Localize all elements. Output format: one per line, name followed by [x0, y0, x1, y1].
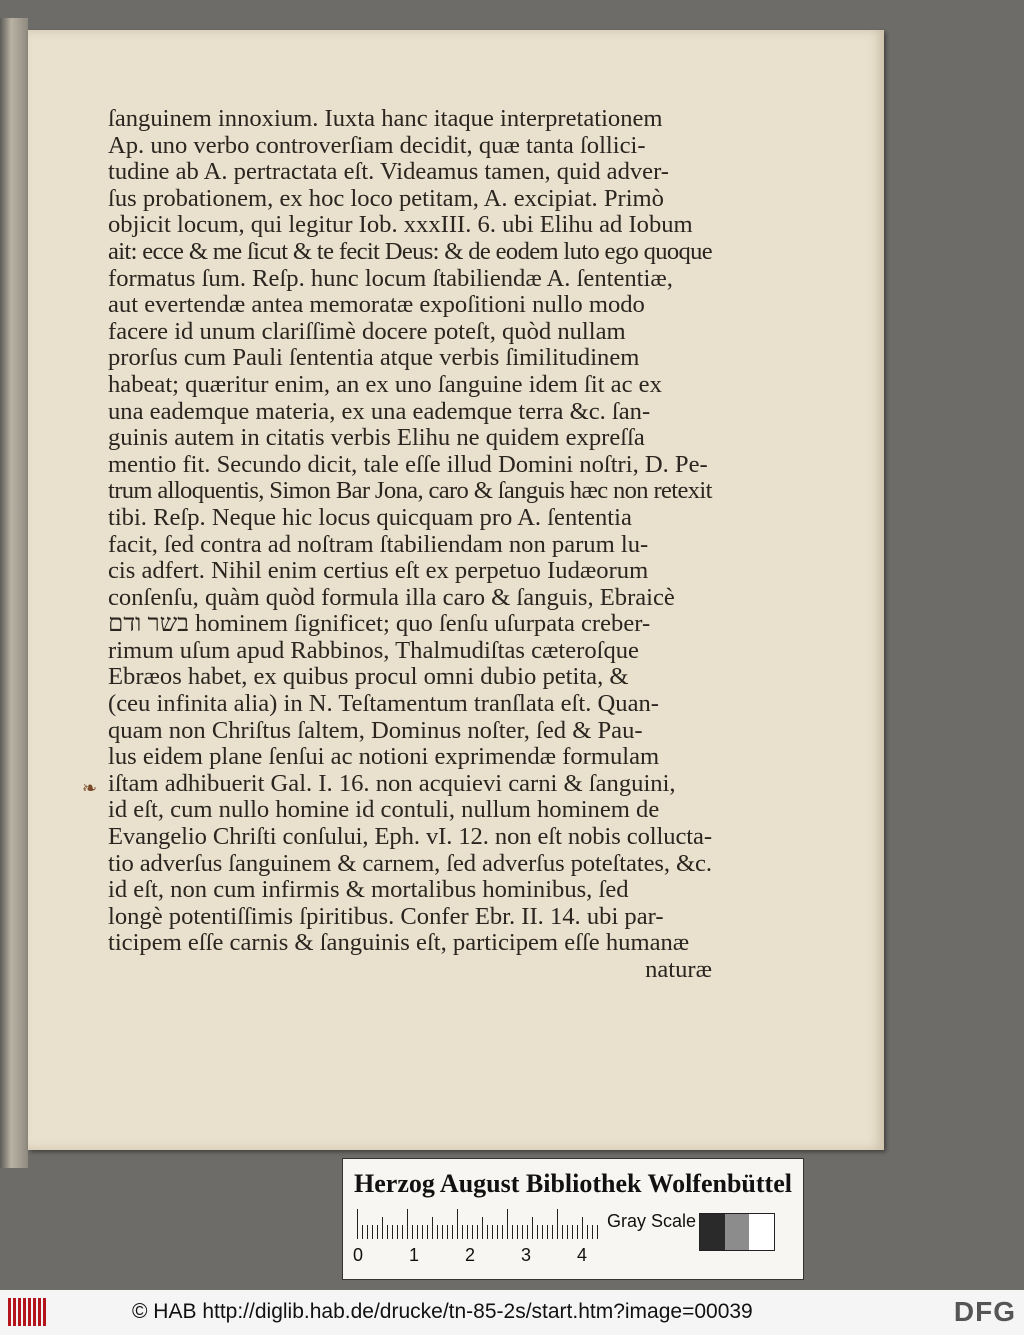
ruler-number: 2: [465, 1245, 476, 1265]
ruler-tick: [527, 1225, 528, 1239]
ruler-tick: [357, 1209, 358, 1239]
text-line: habeat; quæritur enim, an ex uno ſanguine idem ſit ac ex: [108, 370, 662, 398]
gray-swatch: [725, 1214, 750, 1250]
ruler-tick: [407, 1209, 408, 1239]
hab-barcode-logo-icon: [8, 1298, 46, 1326]
ruler-tick: [422, 1225, 423, 1239]
gray-swatch: [749, 1214, 774, 1250]
page-text: [108, 106, 712, 984]
ruler-tick: [412, 1225, 413, 1239]
ruler-tick: [367, 1225, 368, 1239]
ruler-tick: [417, 1225, 418, 1239]
catchword: naturæ: [645, 956, 712, 983]
text-line: tudine ab A. pertractata eſt. Videamus tamen, quid adver-: [108, 158, 669, 186]
ruler-tick: [427, 1225, 428, 1239]
ruler-tick: [562, 1225, 563, 1239]
ruler-tick: [572, 1225, 573, 1239]
text-line: cis adfert. Nihil enim certius eſt ex perpetuo Iudæorum: [108, 557, 649, 585]
text-line: tibi. Reſp. Neque hic locus quicquam pro A. ſententia: [108, 503, 632, 531]
calibration-card: [342, 1158, 804, 1280]
text-line: conſenſu, quàm quòd formula illa caro & ſanguis, Ebraicè: [108, 583, 675, 611]
gray-scale-label: Gray Scale: [607, 1211, 697, 1231]
gray-swatch: [700, 1214, 725, 1250]
text-line: facit, ſed contra ad noſtram ſtabiliendam non parum lu-: [108, 530, 649, 558]
text-line: iſtam adhibuerit Gal. I. 16. non acquievi carni & ſanguini,: [108, 769, 676, 797]
ruler-tick: [402, 1225, 403, 1239]
ruler-number: 1: [409, 1245, 420, 1265]
text-line: בשר ודם hominem ſignificet; quo ſenſu uſurpata creber-: [108, 610, 651, 638]
text-line: una eademque materia, ex una eademque terra &c. ſan-: [108, 397, 651, 425]
text-line: facere id unum clariſſimè docere poteſt, quòd nullam: [108, 317, 626, 345]
ruler-tick: [587, 1225, 588, 1239]
book-page: [28, 30, 884, 1150]
text-line: Ap. uno verbo controverſiam decidit, quæ tanta ſollici-: [108, 131, 646, 159]
ruler-number: 3: [521, 1245, 532, 1265]
text-line: prorſus cum Pauli ſententia atque verbis ſimilitudinem: [108, 344, 640, 372]
ruler-tick: [597, 1225, 598, 1239]
text-line: trum alloquentis, Simon Bar Jona, caro & ſanguis hæc non retexit: [108, 477, 712, 505]
ruler-tick: [557, 1209, 558, 1239]
book-spine-edge: [0, 18, 28, 1168]
ruler-tick: [457, 1209, 458, 1239]
ruler-tick: [432, 1217, 433, 1239]
ruler-tick: [482, 1217, 483, 1239]
text-line: tio adverſus ſanguinem & carnem, ſed adverſus poteſtates, &c.: [108, 849, 712, 877]
ruler-tick: [517, 1225, 518, 1239]
dfg-logo: DFG: [953, 1296, 1016, 1327]
text-line: longè potentiſſimis ſpiritibus. Confer Ebr. II. 14. ubi par-: [108, 902, 664, 930]
ruler-tick: [377, 1225, 378, 1239]
ruler-tick: [437, 1225, 438, 1239]
margin-mark: ❧: [82, 778, 98, 799]
ruler-tick: [582, 1217, 583, 1239]
ruler-tick: [577, 1225, 578, 1239]
ruler-tick: [532, 1217, 533, 1239]
ruler-number: 4: [577, 1245, 588, 1265]
ruler-tick: [492, 1225, 493, 1239]
ruler-tick: [462, 1225, 463, 1239]
text-line: rimum uſum apud Rabbinos, Thalmudiſtas cæteroſque: [108, 636, 639, 664]
ruler-tick: [442, 1225, 443, 1239]
text-line: ait: ecce & me ſicut & te fecit Deus: & de eodem luto ego quoque: [108, 237, 713, 265]
text-line: Evangelio Chriſti conſului, Eph. vI. 12. non eſt nobis colluctа-: [108, 823, 712, 851]
ruler-tick: [397, 1225, 398, 1239]
ruler-tick: [547, 1225, 548, 1239]
ruler-tick: [552, 1225, 553, 1239]
ruler-tick: [452, 1225, 453, 1239]
ruler-tick: [477, 1225, 478, 1239]
ruler-tick: [497, 1225, 498, 1239]
ruler: [357, 1209, 597, 1239]
ruler-tick: [567, 1225, 568, 1239]
text-line: aut evertendæ antea memoratæ expoſitioni nullo modo: [108, 291, 645, 319]
text-line: ſus probationem, ex hoc loco petitam, A. excipiat. Primò: [108, 184, 664, 212]
text-line: id eſt, non cum infirmis & mortalibus hominibus, ſed: [108, 876, 629, 904]
card-title: Herzog August Bibliothek Wolfenbüttel: [354, 1169, 792, 1198]
text-line: id eſt, cum nullo homine id contuli, nullum hominem de: [108, 796, 660, 824]
text-line: objicit locum, qui legitur Iob. xxxIII. 6. ubi Elihu ad Iobum: [108, 211, 693, 239]
ruler-tick: [387, 1225, 388, 1239]
text-line: formatus ſum. Reſp. hunc locum ſtabiliendæ A. ſententiæ,: [108, 264, 673, 292]
ruler-tick: [372, 1225, 373, 1239]
text-line: (ceu infinita alia) in N. Teſtamentum tranſlata eſt. Quan-: [108, 690, 659, 718]
ruler-tick: [522, 1225, 523, 1239]
ruler-tick: [502, 1225, 503, 1239]
gray-scale-swatches: [699, 1213, 775, 1251]
text-line: mentio fit. Secundo dicit, tale eſſe illud Domini noſtri, D. Pe-: [108, 450, 708, 478]
text-line: Ebræos habet, ex quibus procul omni dubio petita, &: [108, 663, 629, 691]
ruler-tick: [512, 1225, 513, 1239]
text-line: quam non Chriſtus ſaltem, Dominus noſter, ſed & Pau-: [108, 716, 643, 744]
text-line: ticipem eſſe carnis & ſanguinis eſt, participem eſſe humanæ: [108, 929, 690, 957]
footer-credit-link[interactable]: © HAB http://diglib.hab.de/drucke/tn-85-2s/start.htm?image=00039: [132, 1300, 753, 1323]
ruler-tick: [382, 1217, 383, 1239]
ruler-tick: [472, 1225, 473, 1239]
ruler-tick: [592, 1225, 593, 1239]
ruler-tick: [537, 1225, 538, 1239]
ruler-number: 0: [353, 1245, 364, 1265]
ruler-tick: [447, 1225, 448, 1239]
ruler-tick: [542, 1225, 543, 1239]
ruler-tick: [507, 1209, 508, 1239]
ruler-tick: [392, 1225, 393, 1239]
footer-bar: [0, 1290, 1024, 1335]
ruler-tick: [362, 1225, 363, 1239]
ruler-tick: [467, 1225, 468, 1239]
ruler-tick: [487, 1225, 488, 1239]
text-line: lus eidem plane ſenſui ac notioni exprimendæ formulam: [108, 743, 660, 771]
text-line: guinis autem in citatis verbis Elihu ne quidem expreſſa: [108, 424, 645, 452]
text-line: ſanguinem innoxium. Iuxta hanc itaque interpretationem: [108, 105, 663, 132]
